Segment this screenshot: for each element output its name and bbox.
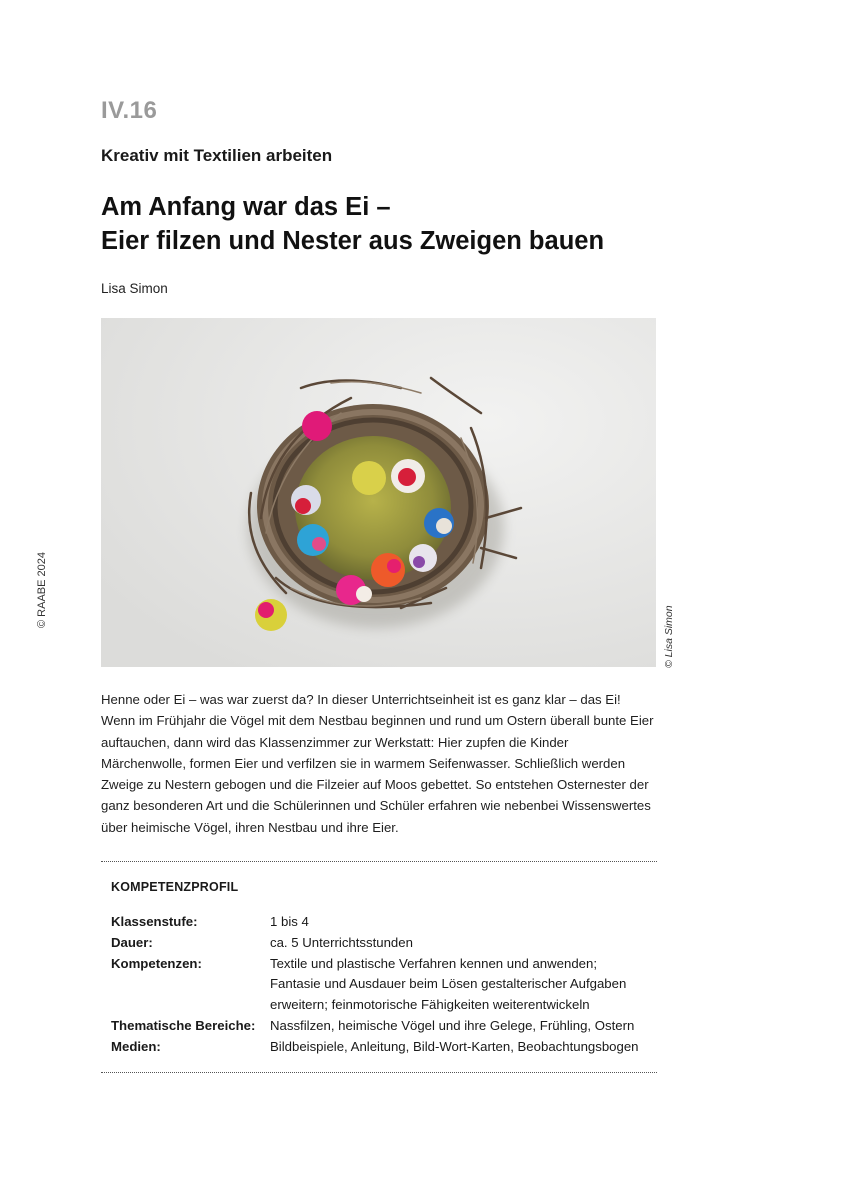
profile-value: ca. 5 Unterrichtsstunden xyxy=(270,934,413,950)
title-line-2: Eier filzen und Nester aus Zweigen bauen xyxy=(101,227,605,255)
profile-row-media xyxy=(111,1037,651,1058)
profile-label: Klassenstufe: xyxy=(111,914,198,929)
intro-paragraph: Henne oder Ei – was war zuerst da? In dieser Unterrichtseinheit ist es ganz klar – das Ei! Wenn im Frühjahr die Vögel mit dem Nestbau beginnen und rund um Ostern überall bunte Eier auftauchen, dann wird das Klassenzimmer zur Werkstatt: Hier zupfen die Kinder Märchenwolle, formen Eier und verfilzen sie in warmem Seifenwasser. Schließlich werden Zweige zu Nestern gebogen und die Filzeier auf Moos gebettet. So entstehen Osternester der ganz besonderen Art und die Schülerinnen und Schüler erfahren wie nebenbei Wissenswertes über heimische Vögel, ihren Nestbau und ihre Eier. xyxy=(101,692,654,835)
photo-credit: © Lisa Simon xyxy=(663,605,675,668)
title-line-1: Am Anfang war das Ei – xyxy=(101,193,391,221)
profile-value: Textile und plastische Verfahren kennen und anwenden; Fantasie und Ausdauer beim Lösen gestalterischer Aufgaben erweitern; feinmotorische Fähigkeiten weiterentwickeln xyxy=(270,955,627,1013)
divider-bottom xyxy=(101,1072,657,1073)
profile-label: Medien: xyxy=(111,1038,161,1054)
series-title: Kreativ mit Textilien arbeiten xyxy=(101,146,333,165)
author: Lisa Simon xyxy=(101,281,168,296)
profile-label: Thematische Bereiche: xyxy=(111,1017,256,1033)
profile-label: Kompetenzen: xyxy=(111,955,202,971)
profile-value: 1 bis 4 xyxy=(270,914,309,929)
profile-row-competences xyxy=(111,954,651,1016)
profile-row-topics xyxy=(111,1016,651,1037)
profile-label: Dauer: xyxy=(111,934,153,950)
nest-photo xyxy=(101,318,656,667)
competence-profile xyxy=(111,912,651,1058)
profile-row-duration xyxy=(111,933,651,954)
divider-top xyxy=(101,861,657,862)
profile-heading: KOMPETENZPROFIL xyxy=(111,880,239,894)
section-number: IV.16 xyxy=(101,97,158,124)
profile-value: Nassfilzen, heimische Vögel und ihre Gelege, Frühling, Ostern xyxy=(270,1017,635,1033)
copyright-note: © RAABE 2024 xyxy=(36,552,48,628)
profile-value: Bildbeispiele, Anleitung, Bild-Wort-Karten, Beobachtungsbogen xyxy=(270,1038,639,1054)
profile-row-grade xyxy=(111,912,651,933)
page-title xyxy=(101,190,604,258)
